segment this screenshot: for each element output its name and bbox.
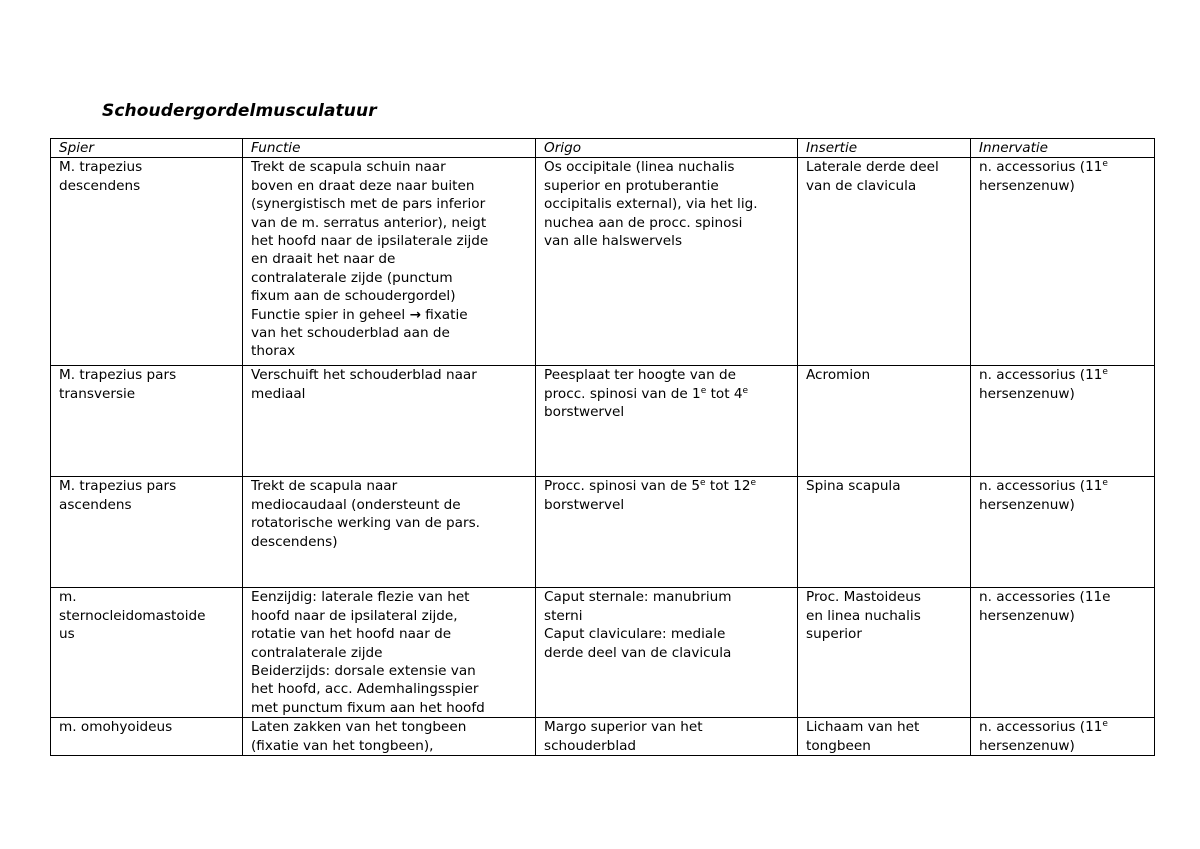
cell-insertie [798,366,971,477]
origo-text: procc. spinosi van de 1 [544,385,701,402]
cell-line [979,366,1154,384]
cell-line: Lichaam van het [806,719,920,736]
cell-line: m. omohyoideus [59,719,173,736]
cell-line: met punctum fixum aan het hoofd [251,699,485,716]
functie-prefix: Functie spier in geheel [251,306,410,323]
cell-line: nuchea aan de procc. spinosi [544,214,743,231]
cell-line: hersenzenuw) [979,496,1075,513]
cell-line: us [59,626,75,643]
muscle-table [50,138,1155,756]
cell-line: superior en protuberantie [544,177,719,194]
cell-line: van de clavicula [806,177,917,194]
cell-line: hoofd naar de ipsilateral zijde, [251,607,458,624]
cell-innervatie [971,366,1155,477]
table-row [51,588,1155,718]
cell-line: m. [59,589,77,606]
superscript: e [1102,478,1108,489]
cell-line: het hoofd, acc. Ademhalingsspier [251,681,479,698]
superscript: e [1102,719,1108,730]
cell-line: contralaterale zijde [251,644,383,661]
cell-line: van de m. serratus anterior), neigt [251,214,487,231]
cell-origo [536,718,798,756]
cell-innervatie [971,718,1155,756]
cell-line: M. trapezius [59,159,143,176]
header-innervatie: Innervatie [971,139,1155,158]
cell-line: sternocleidomastoide [59,607,206,624]
header-origo: Origo [536,139,798,158]
origo-text: Procc. spinosi van de 5 [544,478,701,495]
header-insertie: Insertie [798,139,971,158]
superscript: e [1102,367,1108,378]
cell-functie [243,588,536,718]
cell-origo [536,366,798,477]
cell-line: Caput claviculare: mediale [544,626,726,643]
cell-line: rotatorische werking van de pars. [251,515,480,532]
cell-line: Trekt de scapula naar [251,478,398,495]
cell-line: M. trapezius pars [59,478,177,495]
cell-innervatie [971,158,1155,366]
cell-functie [243,718,536,756]
cell-line: schouderblad [544,737,637,754]
superscript: e [1102,159,1108,170]
page-title: Schoudergordelmusculatuur [102,101,377,121]
cell-line: transversie [59,385,136,402]
cell-insertie [798,477,971,588]
cell-origo [536,158,798,366]
functie-suffix: fixatie [420,306,468,323]
cell-line: hersenzenuw) [979,607,1075,624]
cell-functie [243,366,536,477]
cell-line: boven en draat deze naar buiten [251,177,475,194]
cell-line: en linea nuchalis [806,607,921,624]
cell-insertie [798,158,971,366]
cell-line: Beiderzijds: dorsale extensie van [251,663,476,680]
superscript: e [700,385,707,396]
table-row [51,158,1155,366]
cell-origo [536,477,798,588]
superscript: e [700,478,706,489]
cell-line: borstwervel [544,404,625,421]
cell-spier [51,477,243,588]
superscript: e [742,385,749,396]
cell-line: (fixatie van het tongbeen), [251,737,434,754]
cell-line: Os occipitale (linea nuchalis [544,159,735,176]
innervatie-text: n. accessorius (11 [979,367,1103,384]
innervatie-text: n. accessorius (11 [979,478,1103,495]
cell-line: ascendens [59,496,132,513]
cell-line: Peesplaat ter hoogte van de [544,367,737,384]
origo-text: tot 4 [706,385,743,402]
cell-functie [243,477,536,588]
cell-line: van het schouderblad aan de [251,325,450,342]
cell-line: n. accessories (11e [979,589,1111,606]
table-row [51,366,1155,477]
cell-line: descendens [59,177,141,194]
cell-line: Margo superior van het [544,719,703,736]
cell-line: Acromion [806,367,871,384]
table-header-row [51,139,1155,158]
cell-line: mediocaudaal (ondersteunt de [251,496,461,513]
cell-line: (synergistisch met de pars inferior [251,196,486,213]
cell-line [251,306,535,324]
cell-spier [51,158,243,366]
cell-line: van alle halswervels [544,233,683,250]
cell-line: tongbeen [806,737,871,754]
origo-text: tot 12 [705,478,751,495]
header-spier: Spier [51,139,243,158]
cell-spier [51,366,243,477]
innervatie-text: n. accessorius (11 [979,159,1103,176]
cell-line: het hoofd naar de ipsilaterale zijde [251,233,489,250]
cell-insertie [798,718,971,756]
cell-line: hersenzenuw) [979,737,1075,754]
cell-line: occipitalis external), via het lig. [544,196,758,213]
innervatie-text: n. accessorius (11 [979,719,1103,736]
cell-innervatie [971,477,1155,588]
cell-line: thorax [251,343,296,360]
cell-spier [51,588,243,718]
cell-spier [51,718,243,756]
cell-line: mediaal [251,385,306,402]
cell-line [979,718,1154,736]
cell-insertie [798,588,971,718]
cell-line: hersenzenuw) [979,177,1075,194]
cell-line: fixum aan de schoudergordel) [251,288,456,305]
cell-line [979,158,1154,176]
cell-line: Trekt de scapula schuin naar [251,159,446,176]
arrow-right-icon: → [409,306,421,323]
cell-line [979,477,1154,495]
cell-line: M. trapezius pars [59,367,177,384]
cell-innervatie [971,588,1155,718]
cell-origo [536,588,798,718]
superscript: e [750,478,757,489]
cell-line: contralaterale zijde (punctum [251,269,453,286]
cell-line: en draait het naar de [251,251,396,268]
cell-line [544,477,797,495]
cell-line: borstwervel [544,496,625,513]
cell-line: Laten zakken van het tongbeen [251,719,467,736]
cell-line [544,385,797,403]
table-row [51,718,1155,756]
cell-line: hersenzenuw) [979,385,1075,402]
cell-line: Eenzijdig: laterale flezie van het [251,589,470,606]
table-row [51,477,1155,588]
header-functie: Functie [243,139,536,158]
cell-functie [243,158,536,366]
cell-line: derde deel van de clavicula [544,644,732,661]
cell-line: Verschuift het schouderblad naar [251,367,477,384]
cell-line: superior [806,626,862,643]
cell-line: rotatie van het hoofd naar de [251,626,452,643]
cell-line: Spina scapula [806,478,901,495]
cell-line: Laterale derde deel [806,159,939,176]
cell-line: Proc. Mastoideus [806,589,921,606]
cell-line: sterni [544,607,583,624]
cell-line: descendens) [251,533,338,550]
cell-line: Caput sternale: manubrium [544,589,732,606]
